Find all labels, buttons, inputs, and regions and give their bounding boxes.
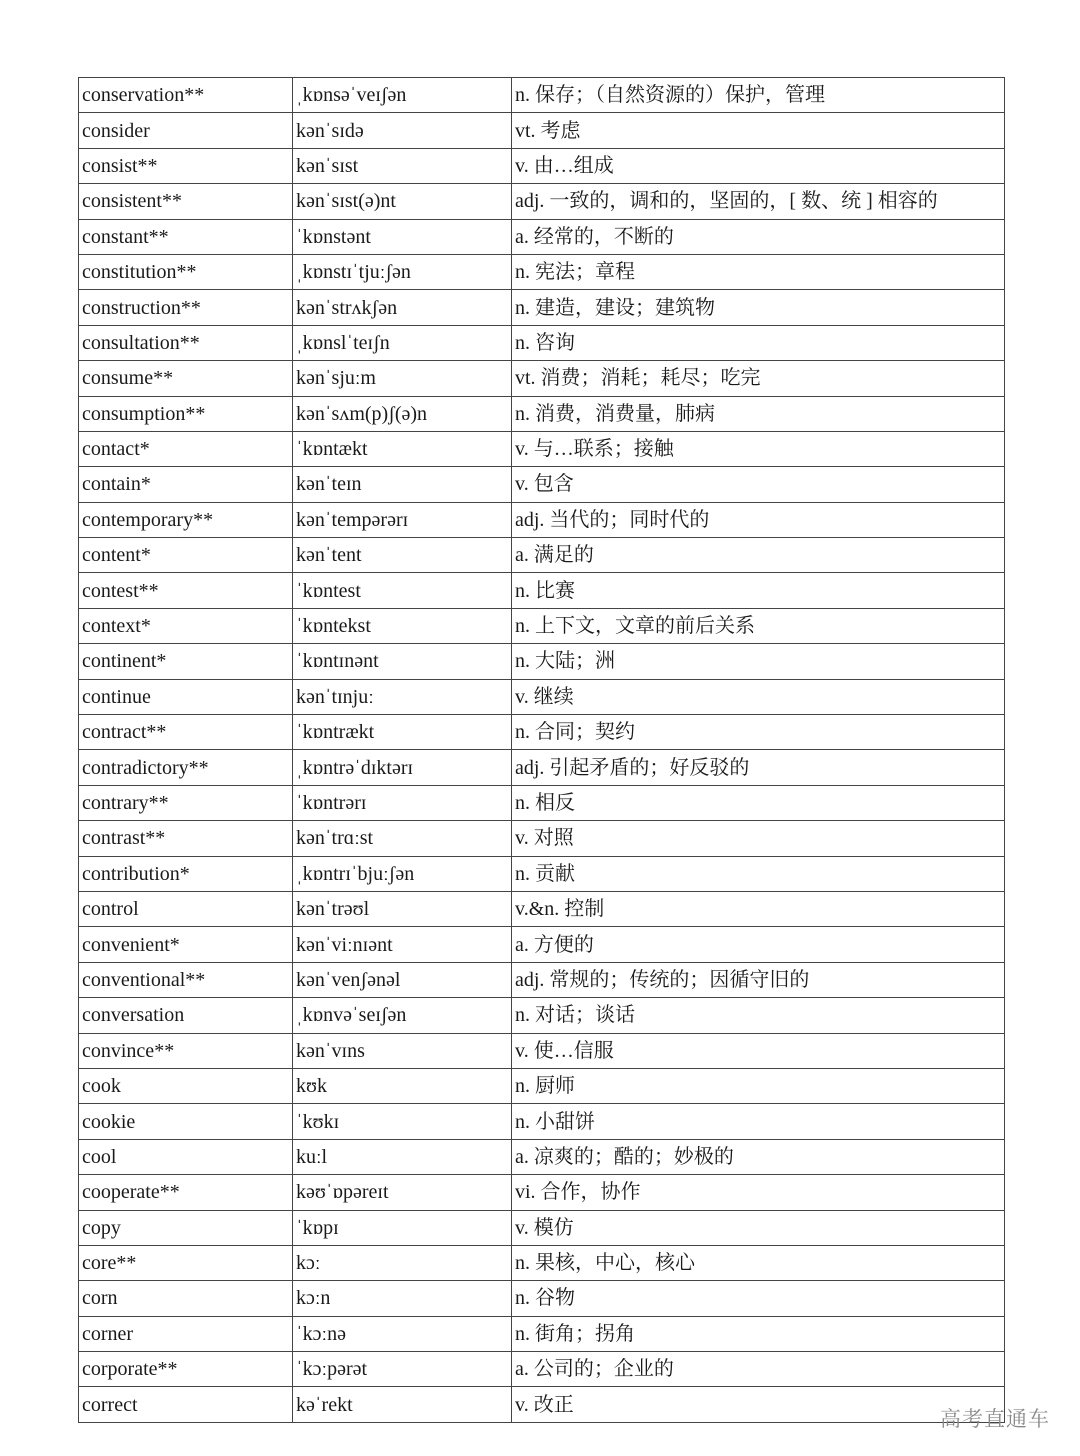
meaning-cell: adj. 一致的，调和的，坚固的，[ 数、统 ] 相容的 xyxy=(512,184,1005,219)
meaning-cell: a. 方便的 xyxy=(512,927,1005,962)
meaning-cell: v. 由…组成 xyxy=(512,148,1005,183)
meaning-cell: v. 改正 xyxy=(512,1387,1005,1422)
phonetic-cell: ˈkɒntrərɪ xyxy=(293,785,512,820)
table-row xyxy=(79,502,1005,537)
phonetic-cell: ˌkɒntrɪˈbjuːʃən xyxy=(293,856,512,891)
table-row xyxy=(79,1245,1005,1280)
phonetic-cell: kənˈsjuːm xyxy=(293,361,512,396)
table-row xyxy=(79,1352,1005,1387)
meaning-cell: adj. 常规的；传统的；因循守旧的 xyxy=(512,962,1005,997)
meaning-cell: v. 使…信服 xyxy=(512,1033,1005,1068)
phonetic-cell: ˈkɒpɪ xyxy=(293,1210,512,1245)
meaning-cell: adj. 当代的；同时代的 xyxy=(512,502,1005,537)
word-cell: corner xyxy=(79,1316,293,1351)
table-row xyxy=(79,573,1005,608)
word-cell: content* xyxy=(79,538,293,573)
phonetic-cell: ˌkɒnsəˈveɪʃən xyxy=(293,78,512,113)
word-cell: conventional** xyxy=(79,962,293,997)
phonetic-cell: kənˈviːnɪənt xyxy=(293,927,512,962)
word-cell: cool xyxy=(79,1139,293,1174)
meaning-cell: n. 上下文，文章的前后关系 xyxy=(512,608,1005,643)
table-row xyxy=(79,431,1005,466)
phonetic-cell: kənˈsʌm(p)ʃ(ə)n xyxy=(293,396,512,431)
meaning-cell: n. 厨师 xyxy=(512,1068,1005,1103)
phonetic-cell: ˈkɒntækt xyxy=(293,431,512,466)
phonetic-cell: kənˈtɪnjuː xyxy=(293,679,512,714)
phonetic-cell: kənˈvenʃənəl xyxy=(293,962,512,997)
meaning-cell: vi. 合作，协作 xyxy=(512,1175,1005,1210)
phonetic-cell: kuːl xyxy=(293,1139,512,1174)
vocabulary-table xyxy=(78,77,1005,1423)
phonetic-cell: ˌkɒnvəˈseɪʃən xyxy=(293,998,512,1033)
word-cell: consider xyxy=(79,113,293,148)
word-cell: contact* xyxy=(79,431,293,466)
phonetic-cell: ˈkɔːpərət xyxy=(293,1352,512,1387)
phonetic-cell: kənˈteɪn xyxy=(293,467,512,502)
meaning-cell: v. 与…联系；接触 xyxy=(512,431,1005,466)
table-row xyxy=(79,325,1005,360)
table-row xyxy=(79,998,1005,1033)
meaning-cell: n. 街角；拐角 xyxy=(512,1316,1005,1351)
meaning-cell: v. 继续 xyxy=(512,679,1005,714)
word-cell: convenient* xyxy=(79,927,293,962)
meaning-cell: a. 经常的，不断的 xyxy=(512,219,1005,254)
word-cell: consist** xyxy=(79,148,293,183)
word-cell: contract** xyxy=(79,715,293,750)
meaning-cell: n. 果核，中心，核心 xyxy=(512,1245,1005,1280)
meaning-cell: n. 小甜饼 xyxy=(512,1104,1005,1139)
phonetic-cell: kənˈsɪst(ə)nt xyxy=(293,184,512,219)
meaning-cell: a. 凉爽的；酷的；妙极的 xyxy=(512,1139,1005,1174)
word-cell: contrary** xyxy=(79,785,293,820)
meaning-cell: n. 比赛 xyxy=(512,573,1005,608)
table-row xyxy=(79,1033,1005,1068)
table-row xyxy=(79,1068,1005,1103)
meaning-cell: v. 模仿 xyxy=(512,1210,1005,1245)
word-cell: corn xyxy=(79,1281,293,1316)
table-row xyxy=(79,856,1005,891)
phonetic-cell: ˌkɒntrəˈdɪktərɪ xyxy=(293,750,512,785)
phonetic-cell: kɔː xyxy=(293,1245,512,1280)
meaning-cell: vt. 消费；消耗；耗尽；吃完 xyxy=(512,361,1005,396)
word-cell: contain* xyxy=(79,467,293,502)
meaning-cell: n. 合同；契约 xyxy=(512,715,1005,750)
word-cell: contrast** xyxy=(79,821,293,856)
table-row xyxy=(79,361,1005,396)
phonetic-cell: ˈkɒntɪnənt xyxy=(293,644,512,679)
phonetic-cell: kənˈsɪdə xyxy=(293,113,512,148)
phonetic-cell: ˈkɔːnə xyxy=(293,1316,512,1351)
table-row xyxy=(79,1139,1005,1174)
phonetic-cell: ˈkɒntekst xyxy=(293,608,512,643)
table-row xyxy=(79,1210,1005,1245)
phonetic-cell: kənˈtrɑːst xyxy=(293,821,512,856)
word-cell: cooperate** xyxy=(79,1175,293,1210)
word-cell: core** xyxy=(79,1245,293,1280)
table-row xyxy=(79,1104,1005,1139)
phonetic-cell: ˈkɒntrækt xyxy=(293,715,512,750)
meaning-cell: n. 宪法；章程 xyxy=(512,254,1005,289)
phonetic-cell: kɔːn xyxy=(293,1281,512,1316)
table-row xyxy=(79,608,1005,643)
meaning-cell: n. 贡献 xyxy=(512,856,1005,891)
word-cell: constant** xyxy=(79,219,293,254)
phonetic-cell: kəˈrekt xyxy=(293,1387,512,1422)
word-cell: contest** xyxy=(79,573,293,608)
table-row xyxy=(79,148,1005,183)
meaning-cell: a. 满足的 xyxy=(512,538,1005,573)
word-cell: conservation** xyxy=(79,78,293,113)
word-cell: control xyxy=(79,891,293,926)
word-cell: consume** xyxy=(79,361,293,396)
word-cell: corporate** xyxy=(79,1352,293,1387)
table-row xyxy=(79,290,1005,325)
word-cell: consumption** xyxy=(79,396,293,431)
phonetic-cell: ˈkɒnstənt xyxy=(293,219,512,254)
meaning-cell: n. 建造，建设；建筑物 xyxy=(512,290,1005,325)
table-row xyxy=(79,715,1005,750)
meaning-cell: v.&n. 控制 xyxy=(512,891,1005,926)
meaning-cell: n. 大陆；洲 xyxy=(512,644,1005,679)
word-cell: consultation** xyxy=(79,325,293,360)
table-row xyxy=(79,679,1005,714)
word-cell: contradictory** xyxy=(79,750,293,785)
word-cell: contribution* xyxy=(79,856,293,891)
phonetic-cell: ˌkɒnstɪˈtjuːʃən xyxy=(293,254,512,289)
table-row xyxy=(79,254,1005,289)
table-row xyxy=(79,644,1005,679)
table-row xyxy=(79,467,1005,502)
word-cell: cookie xyxy=(79,1104,293,1139)
phonetic-cell: kənˈvɪns xyxy=(293,1033,512,1068)
table-row xyxy=(79,396,1005,431)
word-cell: copy xyxy=(79,1210,293,1245)
phonetic-cell: kənˈsɪst xyxy=(293,148,512,183)
phonetic-cell: kənˈtrəʊl xyxy=(293,891,512,926)
table-row xyxy=(79,785,1005,820)
word-cell: context* xyxy=(79,608,293,643)
meaning-cell: n. 消费，消费量，肺病 xyxy=(512,396,1005,431)
phonetic-cell: kənˈtempərərɪ xyxy=(293,502,512,537)
word-cell: consistent** xyxy=(79,184,293,219)
table-row xyxy=(79,891,1005,926)
meaning-cell: v. 包含 xyxy=(512,467,1005,502)
meaning-cell: n. 谷物 xyxy=(512,1281,1005,1316)
word-cell: convince** xyxy=(79,1033,293,1068)
meaning-cell: adj. 引起矛盾的；好反驳的 xyxy=(512,750,1005,785)
table-row xyxy=(79,962,1005,997)
table-row xyxy=(79,1175,1005,1210)
table-row xyxy=(79,1281,1005,1316)
table-row xyxy=(79,184,1005,219)
phonetic-cell: kəʊˈɒpəreɪt xyxy=(293,1175,512,1210)
table-row xyxy=(79,1387,1005,1422)
table-row xyxy=(79,219,1005,254)
phonetic-cell: ˈkɒntest xyxy=(293,573,512,608)
meaning-cell: n. 对话；谈话 xyxy=(512,998,1005,1033)
phonetic-cell: kənˈstrʌkʃən xyxy=(293,290,512,325)
word-cell: conversation xyxy=(79,998,293,1033)
meaning-cell: vt. 考虑 xyxy=(512,113,1005,148)
word-cell: constitution** xyxy=(79,254,293,289)
word-cell: continue xyxy=(79,679,293,714)
meaning-cell: n. 保存；（自然资源的）保护，管理 xyxy=(512,78,1005,113)
table-row xyxy=(79,538,1005,573)
phonetic-cell: ˌkɒnslˈteɪʃn xyxy=(293,325,512,360)
phonetic-cell: ˈkʊkɪ xyxy=(293,1104,512,1139)
word-cell: correct xyxy=(79,1387,293,1422)
word-cell: contemporary** xyxy=(79,502,293,537)
table-row xyxy=(79,927,1005,962)
watermark: 高考直通车 xyxy=(940,1407,1050,1431)
table-row xyxy=(79,78,1005,113)
word-cell: construction** xyxy=(79,290,293,325)
word-cell: cook xyxy=(79,1068,293,1103)
table-row xyxy=(79,750,1005,785)
meaning-cell: v. 对照 xyxy=(512,821,1005,856)
table-row xyxy=(79,821,1005,856)
word-cell: continent* xyxy=(79,644,293,679)
phonetic-cell: kʊk xyxy=(293,1068,512,1103)
meaning-cell: a. 公司的；企业的 xyxy=(512,1352,1005,1387)
phonetic-cell: kənˈtent xyxy=(293,538,512,573)
meaning-cell: n. 咨询 xyxy=(512,325,1005,360)
table-row xyxy=(79,1316,1005,1351)
meaning-cell: n. 相反 xyxy=(512,785,1005,820)
table-row xyxy=(79,113,1005,148)
